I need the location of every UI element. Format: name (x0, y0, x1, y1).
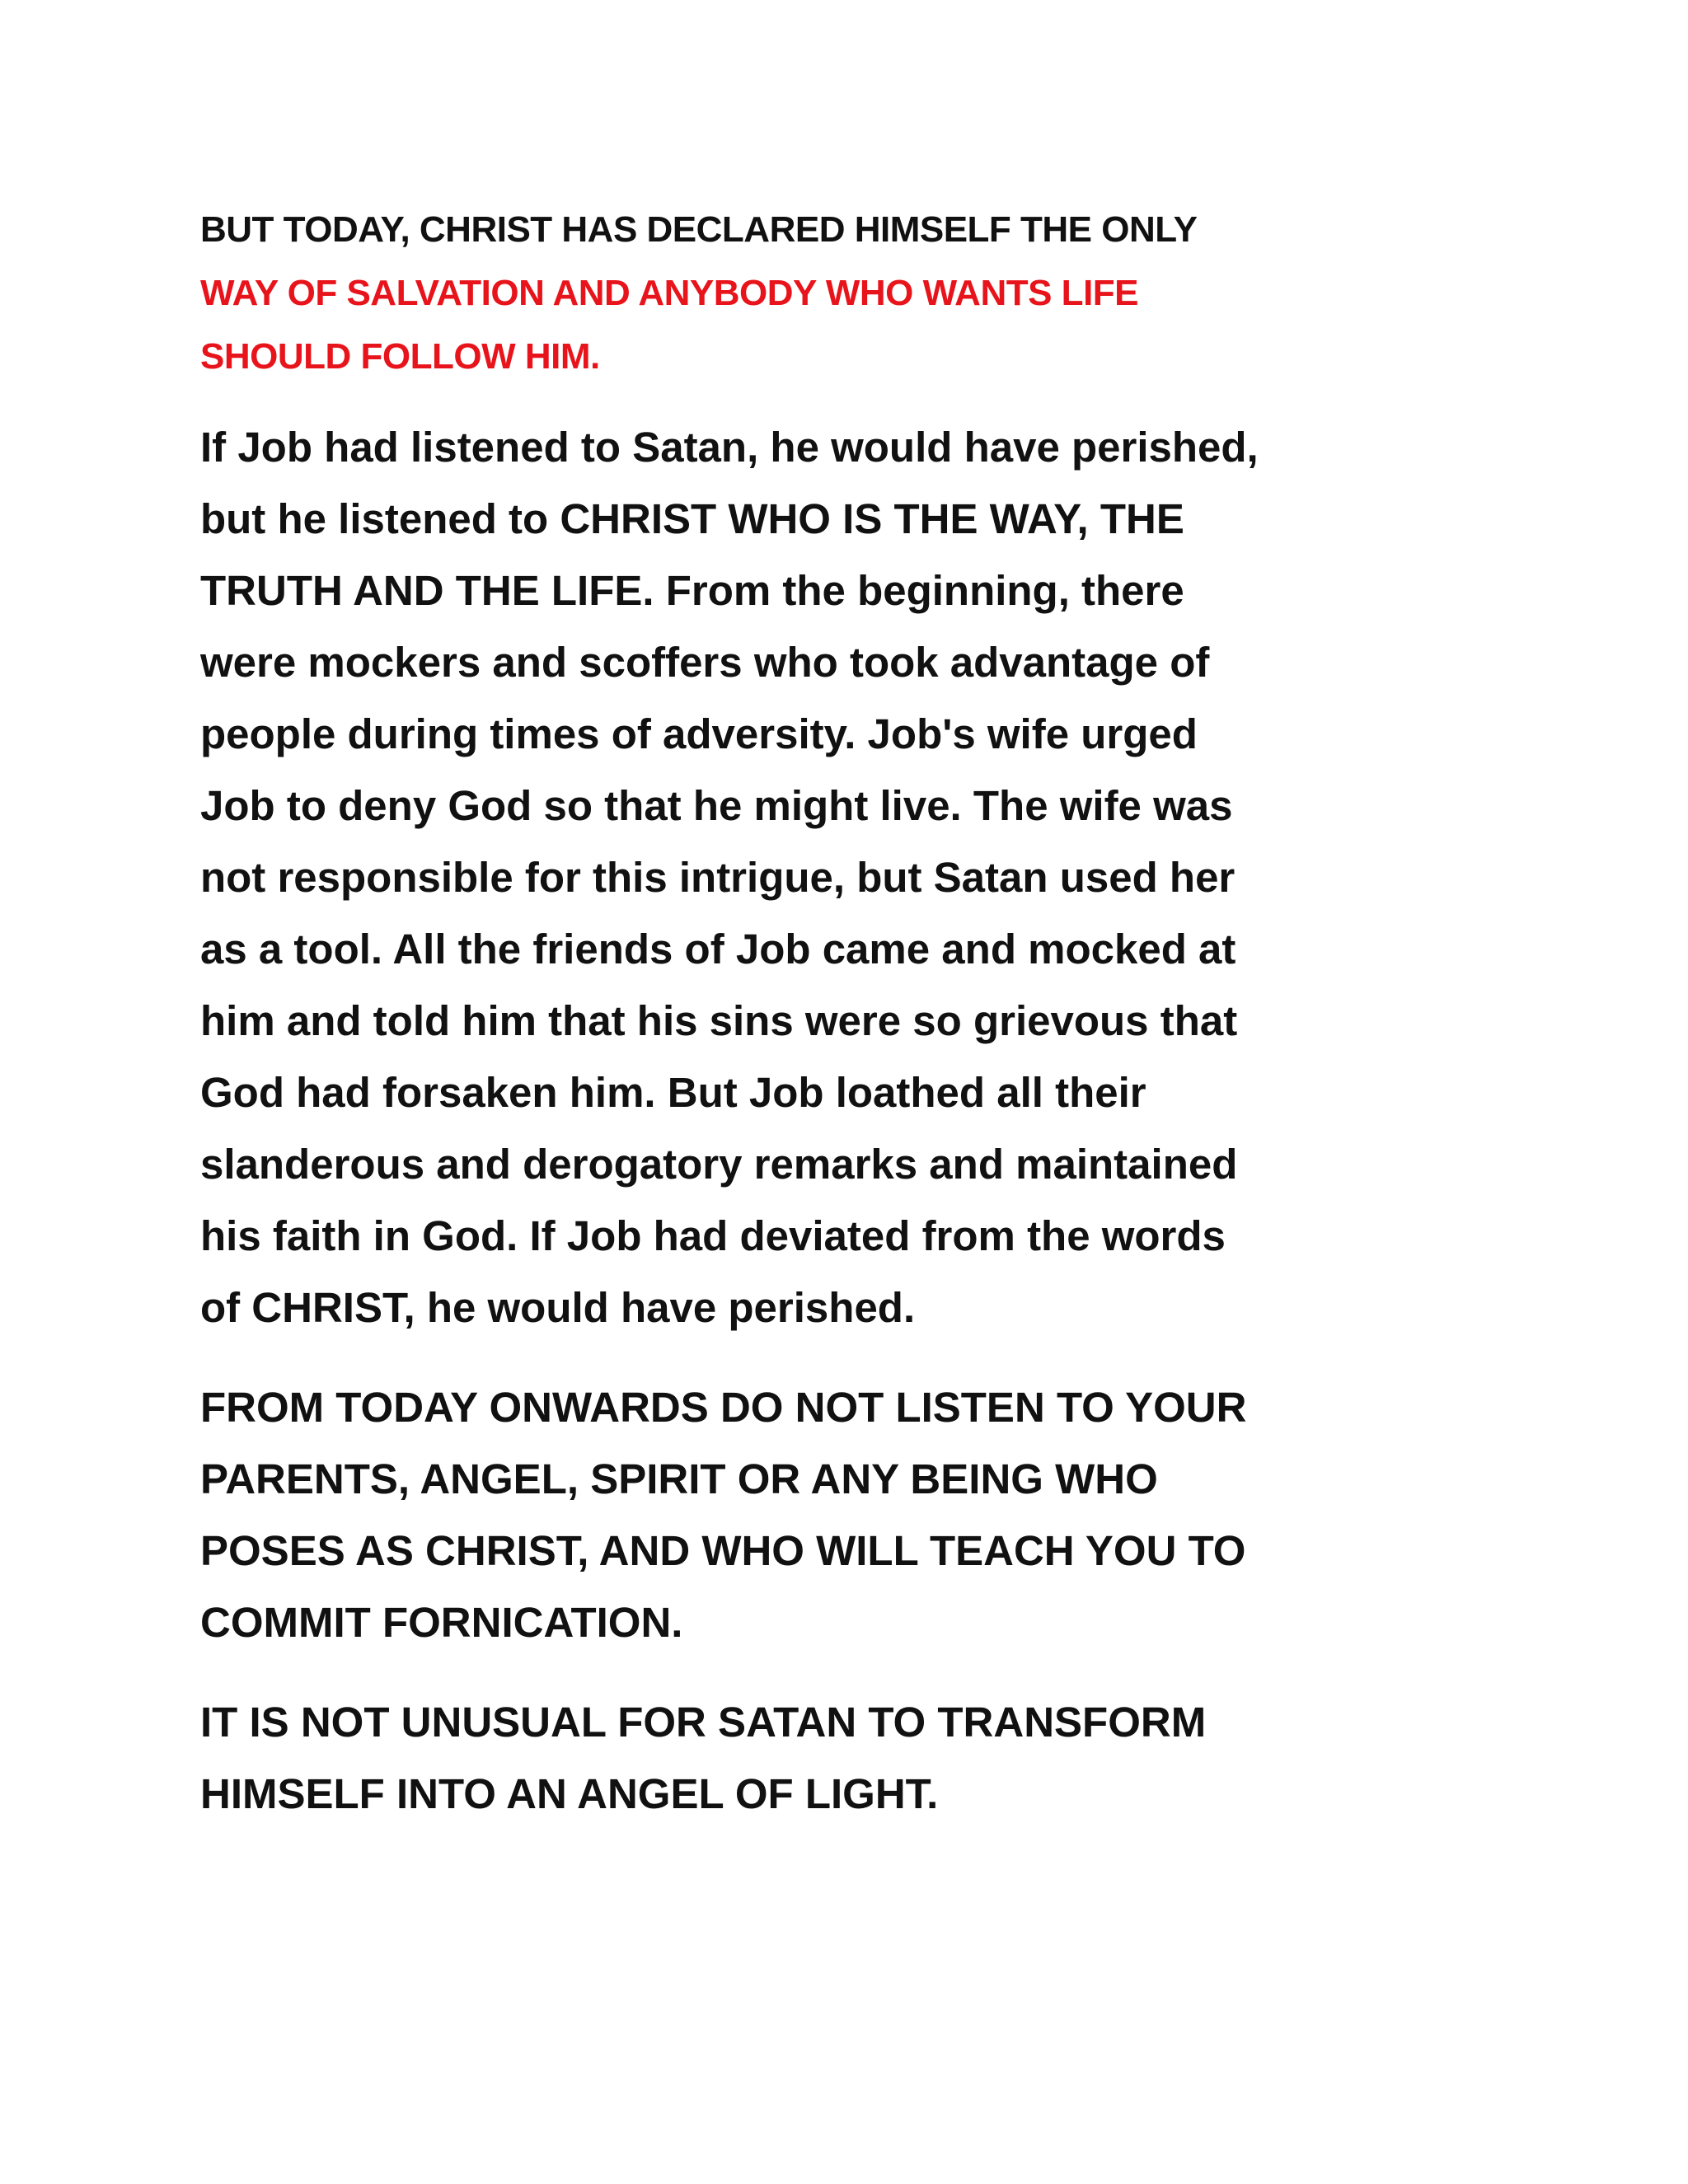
paragraph-line: FROM TODAY ONWARDS DO NOT LISTEN TO YOUR (200, 1384, 1247, 1431)
paragraph-line: IT IS NOT UNUSUAL FOR SATAN TO TRANSFORM (200, 1699, 1207, 1746)
paragraph-line: PARENTS, ANGEL, SPIRIT OR ANY BEING WHO (200, 1455, 1158, 1502)
paragraph-line: slanderous and derogatory remarks and maintained (200, 1141, 1238, 1188)
paragraph-line: TRUTH AND THE LIFE. From the beginning, there (200, 567, 1184, 614)
paragraph-line: God had forsaken him. But Job loathed all their (200, 1069, 1146, 1116)
paragraph-satan (200, 1686, 1536, 1830)
paragraph-spacer (200, 1343, 1536, 1371)
paragraph-line: COMMIT FORNICATION. (200, 1599, 683, 1646)
heading-line-1: BUT TODAY, CHRIST HAS DECLARED HIMSELF THE ONLY (200, 209, 1198, 250)
paragraph-line: POSES AS CHRIST, AND WHO WILL TEACH YOU TO (200, 1527, 1246, 1574)
paragraph-line: his faith in God. If Job had deviated from the words (200, 1212, 1226, 1259)
document-page (200, 198, 1536, 1830)
paragraph-line: Job to deny God so that he might live. The wife was (200, 782, 1233, 829)
paragraph-warning (200, 1371, 1536, 1658)
heading-line-3: SHOULD FOLLOW HIM. (200, 336, 600, 377)
heading (200, 198, 1536, 388)
paragraph-line: of CHRIST, he would have perished. (200, 1284, 916, 1331)
paragraph-line: as a tool. All the friends of Job came and mocked at (200, 926, 1236, 972)
heading-line-2: WAY OF SALVATION AND ANYBODY WHO WANTS LIFE (200, 273, 1139, 313)
paragraph-job (200, 411, 1536, 1343)
paragraph-line: If Job had listened to Satan, he would have perished, (200, 424, 1259, 471)
paragraph-line: him and told him that his sins were so grievous that (200, 997, 1238, 1044)
paragraph-line: were mockers and scoffers who took advantage of (200, 639, 1210, 686)
paragraph-spacer (200, 1658, 1536, 1686)
paragraph-line: HIMSELF INTO AN ANGEL OF LIGHT. (200, 1770, 939, 1817)
paragraph-line: people during times of adversity. Job's wife urged (200, 710, 1198, 757)
paragraph-line: not responsible for this intrigue, but Satan used her (200, 854, 1236, 901)
paragraph-line: but he listened to CHRIST WHO IS THE WAY, THE (200, 495, 1184, 542)
